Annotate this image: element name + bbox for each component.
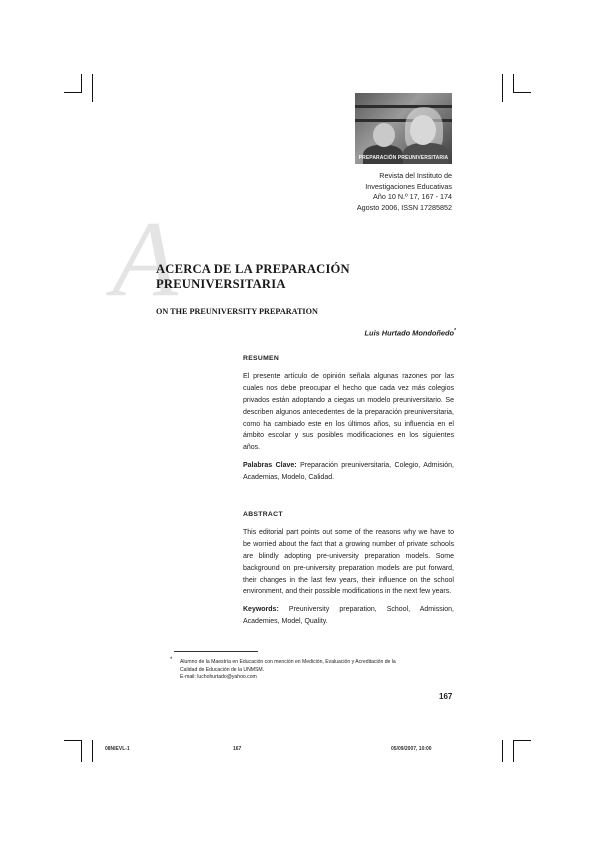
crop-mark-top-left-vertical-outer	[92, 74, 93, 102]
crop-mark-bottom-right-vertical	[513, 740, 514, 762]
crop-mark-top-right-horizontal	[513, 92, 531, 93]
crop-mark-top-left-horizontal	[64, 92, 82, 93]
footnote-line: Alumno de la Maestría en Educación con mención en Medición, Evaluación y Acreditación de la	[180, 659, 396, 665]
journal-line: Agosto 2006, ISSN 17285852	[356, 202, 452, 212]
resumen-section	[243, 353, 454, 484]
resumen-keywords-label: Palabras Clave:	[243, 462, 297, 470]
article-title-line: PREUNIVERSITARIA	[156, 277, 286, 291]
crop-mark-top-right-vertical	[513, 74, 514, 92]
abstract-keywords	[243, 604, 454, 628]
footnote-line: Calidad de Educación de la UNMSM.	[180, 666, 265, 673]
article-subtitle: ON THE PREUNIVERSITY PREPARATION	[156, 307, 318, 316]
photo-shelf	[355, 105, 452, 108]
crop-mark-bottom-left-vertical-outer	[92, 740, 93, 762]
journal-info	[357, 171, 452, 213]
journal-line: Investigaciones Educativas	[365, 181, 452, 191]
abstract-body: This editorial part points out some of the reasons why we have to be worried about the fact that a growing number of private schools are blindly adopting pre-university preparation models. Some background on pre-university preparation models are put forward, their changes in the last few years, their influence on the school environment, and their possible modifications in the next few years.	[243, 528, 454, 596]
author-name: Luis Hurtado Mondoñedo	[364, 328, 455, 338]
resumen-keywords-text: Preparación preuniversitaria, Colegio, Admisión, Academias, Modelo, Calidad.	[243, 462, 454, 482]
resumen-body: El presente artículo de opinión señala algunas razones por las cuales nos debe preocupar el hecho que cada vez más colegios privados están adoptando a ciegas un modelo preuniversitario. Se describen algunos antecedentes de la preparación preuniversitaria, como ha cambiado este en los últimos años, su influencia en el ámbito escolar y sus posibles modificaciones en los siguientes años.	[243, 372, 454, 452]
decorative-drop-letter: A	[112, 200, 178, 319]
page-number: 167	[439, 692, 453, 701]
slug-page: 167	[233, 746, 242, 752]
article-author	[365, 328, 456, 337]
article-title	[156, 262, 396, 292]
journal-line: Año 10 N.º 17, 167 - 174	[373, 192, 452, 202]
crop-mark-top-right-vertical-outer	[502, 74, 503, 102]
slug-timestamp: 05/09/2007, 10:00	[391, 746, 432, 752]
slug-file-name: 08NIEVL-1	[105, 746, 130, 752]
photo-figure	[373, 123, 395, 147]
abstract-section	[243, 509, 454, 628]
resumen-keywords	[243, 460, 454, 484]
photo-caption: PREPARACIÓN PREUNIVERSITARIA	[358, 155, 449, 161]
photo-figure	[410, 115, 436, 145]
abstract-keywords-label: Keywords:	[243, 606, 279, 614]
crop-mark-bottom-right-horizontal	[513, 740, 531, 741]
footnote-mark: *	[170, 657, 173, 663]
author-footnote-mark: *	[454, 328, 456, 334]
footnote	[180, 659, 460, 682]
resumen-heading: RESUMEN	[243, 355, 280, 362]
header-photo	[355, 93, 452, 164]
journal-line: Revista del Instituto de	[379, 171, 452, 180]
abstract-keywords-text: Preuniversity preparation, School, Admission, Academies, Model, Quality.	[243, 606, 454, 626]
abstract-heading: ABSTRACT	[243, 511, 283, 518]
footnote-email: E-mail: luchohurtado@yahoo.com	[180, 674, 257, 681]
footnote-rule	[174, 651, 258, 652]
crop-mark-bottom-left-horizontal	[64, 740, 82, 741]
crop-mark-bottom-left-vertical	[81, 740, 82, 762]
crop-mark-bottom-right-vertical-outer	[502, 740, 503, 762]
crop-mark-top-left-vertical	[81, 74, 82, 92]
article-title-line: ACERCA DE LA PREPARACIÓN	[156, 262, 350, 276]
